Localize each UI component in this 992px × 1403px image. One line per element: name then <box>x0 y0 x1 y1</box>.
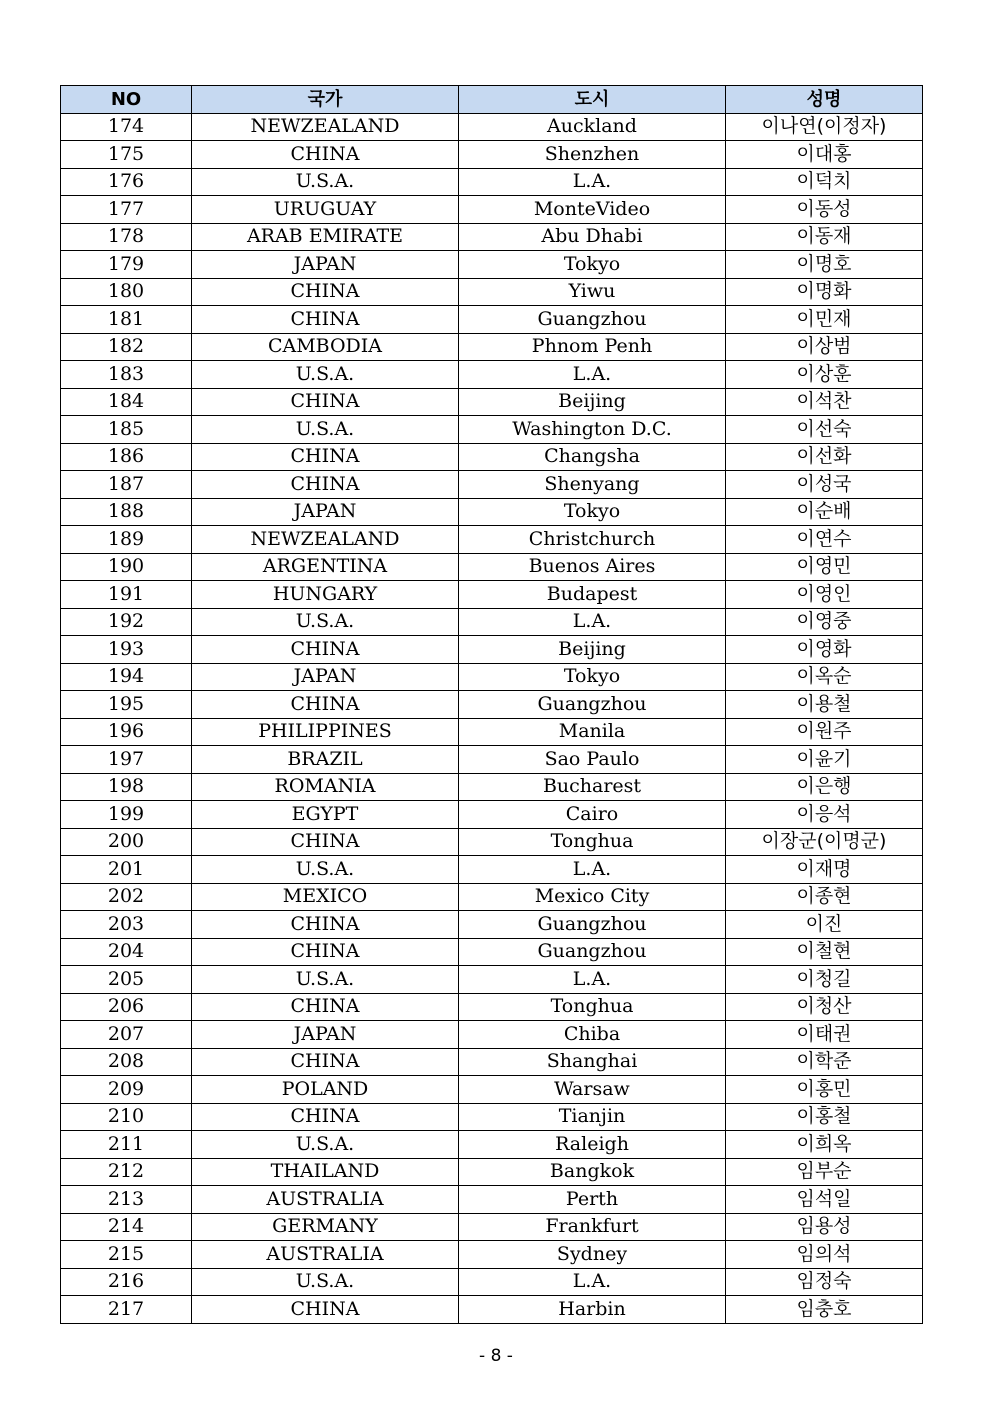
table-row <box>61 1186 923 1214</box>
cell-no: 198 <box>61 773 192 801</box>
cell-city: Guangzhou <box>459 306 726 334</box>
table-row <box>61 388 923 416</box>
table-row <box>61 113 923 141</box>
cell-city: Christchurch <box>459 526 726 554</box>
cell-name: 임용성 <box>726 1213 923 1241</box>
cell-name: 이철현 <box>726 938 923 966</box>
cell-city: L.A. <box>459 1268 726 1296</box>
cell-name: 이영인 <box>726 581 923 609</box>
cell-no: 174 <box>61 113 192 141</box>
cell-country: THAILAND <box>192 1158 459 1186</box>
table-header <box>61 86 923 114</box>
table-row <box>61 993 923 1021</box>
cell-city: L.A. <box>459 168 726 196</box>
cell-country: CHINA <box>192 141 459 169</box>
cell-no: 178 <box>61 223 192 251</box>
table-row <box>61 856 923 884</box>
cell-city: Auckland <box>459 113 726 141</box>
cell-name: 이나연(이정자) <box>726 113 923 141</box>
cell-city: Buenos Aires <box>459 553 726 581</box>
cell-no: 184 <box>61 388 192 416</box>
cell-city: MonteVideo <box>459 196 726 224</box>
table-row <box>61 471 923 499</box>
cell-city: Budapest <box>459 581 726 609</box>
cell-no: 197 <box>61 746 192 774</box>
cell-country: CAMBODIA <box>192 333 459 361</box>
cell-name: 이동재 <box>726 223 923 251</box>
cell-country: CHINA <box>192 691 459 719</box>
table-row <box>61 1268 923 1296</box>
cell-city: Perth <box>459 1186 726 1214</box>
cell-no: 203 <box>61 911 192 939</box>
cell-country: U.S.A. <box>192 168 459 196</box>
table-row <box>61 1021 923 1049</box>
cell-city: Tokyo <box>459 251 726 279</box>
cell-country: CHINA <box>192 278 459 306</box>
cell-country: JAPAN <box>192 498 459 526</box>
cell-name: 임정숙 <box>726 1268 923 1296</box>
cell-no: 185 <box>61 416 192 444</box>
cell-no: 187 <box>61 471 192 499</box>
table-row <box>61 1103 923 1131</box>
cell-name: 이장군(이명군) <box>726 828 923 856</box>
cell-country: CHINA <box>192 938 459 966</box>
cell-no: 211 <box>61 1131 192 1159</box>
cell-city: Tokyo <box>459 498 726 526</box>
cell-country: JAPAN <box>192 1021 459 1049</box>
cell-city: Raleigh <box>459 1131 726 1159</box>
cell-name: 이상훈 <box>726 361 923 389</box>
cell-country: AUSTRALIA <box>192 1186 459 1214</box>
cell-city: Mexico City <box>459 883 726 911</box>
cell-no: 214 <box>61 1213 192 1241</box>
cell-country: CHINA <box>192 388 459 416</box>
cell-name: 이선화 <box>726 443 923 471</box>
cell-no: 180 <box>61 278 192 306</box>
cell-name: 이원주 <box>726 718 923 746</box>
cell-name: 이석찬 <box>726 388 923 416</box>
cell-no: 208 <box>61 1048 192 1076</box>
cell-no: 202 <box>61 883 192 911</box>
cell-country: URUGUAY <box>192 196 459 224</box>
table-row <box>61 746 923 774</box>
cell-country: POLAND <box>192 1076 459 1104</box>
cell-city: Changsha <box>459 443 726 471</box>
table-row <box>61 828 923 856</box>
cell-city: Phnom Penh <box>459 333 726 361</box>
cell-country: CHINA <box>192 828 459 856</box>
page-number: - 8 - <box>479 1346 513 1366</box>
cell-no: 188 <box>61 498 192 526</box>
cell-country: U.S.A. <box>192 1131 459 1159</box>
cell-no: 213 <box>61 1186 192 1214</box>
cell-country: MEXICO <box>192 883 459 911</box>
cell-country: GERMANY <box>192 1213 459 1241</box>
cell-city: Beijing <box>459 636 726 664</box>
table-row <box>61 773 923 801</box>
table-row <box>61 663 923 691</box>
table-row <box>61 691 923 719</box>
cell-city: Guangzhou <box>459 911 726 939</box>
table-row <box>61 443 923 471</box>
cell-no: 216 <box>61 1268 192 1296</box>
cell-name: 이청길 <box>726 966 923 994</box>
cell-name: 이희옥 <box>726 1131 923 1159</box>
table-row <box>61 1296 923 1324</box>
cell-city: Shanghai <box>459 1048 726 1076</box>
table-row <box>61 1131 923 1159</box>
table-row <box>61 223 923 251</box>
cell-name: 이진 <box>726 911 923 939</box>
cell-name: 이홍민 <box>726 1076 923 1104</box>
cell-country: U.S.A. <box>192 416 459 444</box>
cell-name: 이순배 <box>726 498 923 526</box>
cell-no: 186 <box>61 443 192 471</box>
header-no: NO <box>61 86 192 114</box>
cell-no: 209 <box>61 1076 192 1104</box>
cell-city: Manila <box>459 718 726 746</box>
cell-no: 206 <box>61 993 192 1021</box>
cell-city: Frankfurt <box>459 1213 726 1241</box>
cell-no: 201 <box>61 856 192 884</box>
cell-no: 205 <box>61 966 192 994</box>
cell-country: NEWZEALAND <box>192 526 459 554</box>
cell-city: Tianjin <box>459 1103 726 1131</box>
cell-no: 190 <box>61 553 192 581</box>
cell-no: 215 <box>61 1241 192 1269</box>
cell-country: CHINA <box>192 443 459 471</box>
cell-city: Tonghua <box>459 993 726 1021</box>
cell-name: 이영민 <box>726 553 923 581</box>
cell-city: Harbin <box>459 1296 726 1324</box>
cell-city: Bangkok <box>459 1158 726 1186</box>
table-row <box>61 196 923 224</box>
cell-name: 이학준 <box>726 1048 923 1076</box>
cell-no: 177 <box>61 196 192 224</box>
cell-no: 176 <box>61 168 192 196</box>
cell-name: 이재명 <box>726 856 923 884</box>
header-name: 성명 <box>726 86 923 114</box>
cell-country: U.S.A. <box>192 856 459 884</box>
table-row <box>61 141 923 169</box>
cell-city: Sao Paulo <box>459 746 726 774</box>
table-row <box>61 1241 923 1269</box>
cell-city: Beijing <box>459 388 726 416</box>
cell-no: 192 <box>61 608 192 636</box>
table-row <box>61 1076 923 1104</box>
cell-city: L.A. <box>459 856 726 884</box>
table-row <box>61 608 923 636</box>
table-row <box>61 251 923 279</box>
cell-no: 212 <box>61 1158 192 1186</box>
cell-city: Guangzhou <box>459 691 726 719</box>
cell-country: U.S.A. <box>192 1268 459 1296</box>
cell-country: NEWZEALAND <box>192 113 459 141</box>
cell-city: Bucharest <box>459 773 726 801</box>
cell-no: 175 <box>61 141 192 169</box>
table-row <box>61 718 923 746</box>
table-row <box>61 278 923 306</box>
table-row <box>61 581 923 609</box>
table-row <box>61 361 923 389</box>
cell-country: JAPAN <box>192 251 459 279</box>
table-row <box>61 1213 923 1241</box>
cell-name: 이명호 <box>726 251 923 279</box>
table-row <box>61 306 923 334</box>
cell-name: 이영중 <box>726 608 923 636</box>
cell-country: AUSTRALIA <box>192 1241 459 1269</box>
cell-no: 217 <box>61 1296 192 1324</box>
cell-name: 이용철 <box>726 691 923 719</box>
cell-name: 이윤기 <box>726 746 923 774</box>
cell-country: CHINA <box>192 911 459 939</box>
table-row <box>61 801 923 829</box>
cell-city: Tokyo <box>459 663 726 691</box>
cell-city: Yiwu <box>459 278 726 306</box>
table-row <box>61 416 923 444</box>
cell-city: Sydney <box>459 1241 726 1269</box>
cell-country: ROMANIA <box>192 773 459 801</box>
cell-country: PHILIPPINES <box>192 718 459 746</box>
cell-country: CHINA <box>192 471 459 499</box>
cell-name: 이태권 <box>726 1021 923 1049</box>
cell-country: CHINA <box>192 1048 459 1076</box>
cell-city: Guangzhou <box>459 938 726 966</box>
table-row <box>61 883 923 911</box>
table-row <box>61 1158 923 1186</box>
cell-country: CHINA <box>192 993 459 1021</box>
cell-city: Shenyang <box>459 471 726 499</box>
cell-name: 임의석 <box>726 1241 923 1269</box>
cell-no: 207 <box>61 1021 192 1049</box>
cell-name: 이종현 <box>726 883 923 911</box>
cell-no: 210 <box>61 1103 192 1131</box>
cell-no: 200 <box>61 828 192 856</box>
cell-no: 179 <box>61 251 192 279</box>
cell-country: CHINA <box>192 1103 459 1131</box>
cell-no: 193 <box>61 636 192 664</box>
table-row <box>61 911 923 939</box>
table-row <box>61 938 923 966</box>
cell-no: 182 <box>61 333 192 361</box>
cell-no: 204 <box>61 938 192 966</box>
cell-no: 183 <box>61 361 192 389</box>
cell-name: 이성국 <box>726 471 923 499</box>
cell-city: Cairo <box>459 801 726 829</box>
cell-no: 195 <box>61 691 192 719</box>
cell-name: 이청산 <box>726 993 923 1021</box>
cell-city: L.A. <box>459 361 726 389</box>
header-city: 도시 <box>459 86 726 114</box>
cell-name: 이민재 <box>726 306 923 334</box>
cell-name: 이홍철 <box>726 1103 923 1131</box>
table-row <box>61 1048 923 1076</box>
cell-city: Chiba <box>459 1021 726 1049</box>
cell-name: 이선숙 <box>726 416 923 444</box>
cell-city: Shenzhen <box>459 141 726 169</box>
cell-city: Warsaw <box>459 1076 726 1104</box>
cell-name: 이영화 <box>726 636 923 664</box>
cell-city: Tonghua <box>459 828 726 856</box>
cell-no: 189 <box>61 526 192 554</box>
cell-city: Washington D.C. <box>459 416 726 444</box>
cell-name: 이연수 <box>726 526 923 554</box>
cell-country: HUNGARY <box>192 581 459 609</box>
cell-name: 임석일 <box>726 1186 923 1214</box>
cell-no: 199 <box>61 801 192 829</box>
cell-country: CHINA <box>192 306 459 334</box>
cell-name: 이옥순 <box>726 663 923 691</box>
cell-name: 이상범 <box>726 333 923 361</box>
cell-country: JAPAN <box>192 663 459 691</box>
cell-no: 196 <box>61 718 192 746</box>
header-country: 국가 <box>192 86 459 114</box>
cell-no: 181 <box>61 306 192 334</box>
table-row <box>61 636 923 664</box>
header-row <box>61 86 923 114</box>
table-body <box>61 113 923 1323</box>
table-row <box>61 333 923 361</box>
cell-name: 임부순 <box>726 1158 923 1186</box>
cell-no: 191 <box>61 581 192 609</box>
cell-country: CHINA <box>192 636 459 664</box>
cell-city: Abu Dhabi <box>459 223 726 251</box>
cell-name: 이덕치 <box>726 168 923 196</box>
cell-city: L.A. <box>459 966 726 994</box>
table-row <box>61 966 923 994</box>
cell-city: L.A. <box>459 608 726 636</box>
cell-country: U.S.A. <box>192 966 459 994</box>
table-row <box>61 168 923 196</box>
cell-country: CHINA <box>192 1296 459 1324</box>
cell-country: U.S.A. <box>192 361 459 389</box>
cell-name: 이동성 <box>726 196 923 224</box>
table-row <box>61 553 923 581</box>
roster-table <box>60 85 923 1324</box>
table-row <box>61 526 923 554</box>
cell-name: 이명화 <box>726 278 923 306</box>
cell-country: EGYPT <box>192 801 459 829</box>
cell-name: 이은행 <box>726 773 923 801</box>
table-row <box>61 498 923 526</box>
cell-country: ARGENTINA <box>192 553 459 581</box>
cell-name: 임충호 <box>726 1296 923 1324</box>
cell-country: ARAB EMIRATE <box>192 223 459 251</box>
cell-country: BRAZIL <box>192 746 459 774</box>
cell-name: 이응석 <box>726 801 923 829</box>
cell-no: 194 <box>61 663 192 691</box>
cell-name: 이대홍 <box>726 141 923 169</box>
cell-country: U.S.A. <box>192 608 459 636</box>
